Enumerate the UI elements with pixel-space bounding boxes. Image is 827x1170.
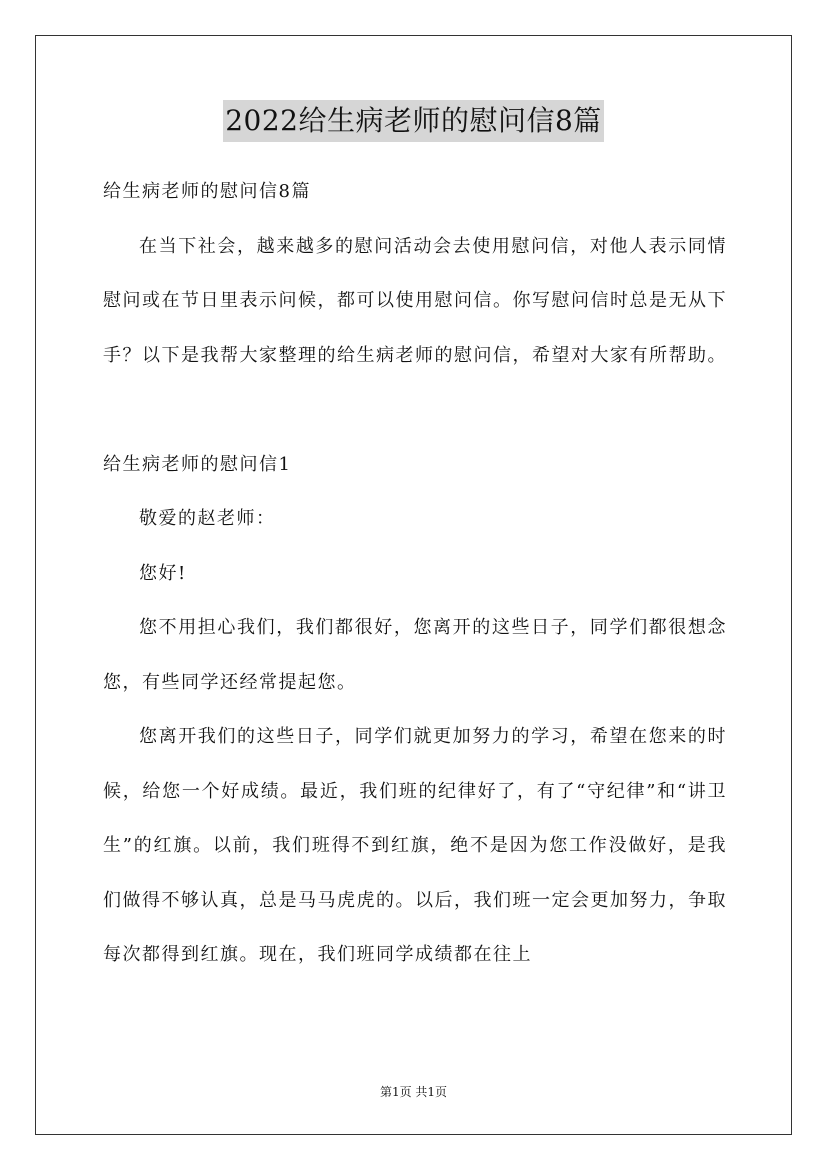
title-container [0, 100, 827, 142]
section-heading: 给生病老师的慰问信1 [103, 453, 292, 475]
blank-line [103, 383, 727, 438]
document-title: 2022给生病老师的慰问信8篇 [223, 100, 604, 142]
intro-paragraph: 在当下社会，越来越多的慰问活动会去使用慰问信，对他人表示同情慰问或在节日里表示问候，都可以使用慰问信。你写慰问信时总是无从下手？以下是我帮大家整理的给生病老师的慰问信，希望对大家有所帮助。 [103, 235, 727, 366]
greeting: 您好! [139, 562, 187, 584]
body-paragraph: 您不用担心我们，我们都很好，您离开的这些日子，同学们都很想念您，有些同学还经常提起您。 [103, 617, 727, 693]
salutation: 敬爱的赵老师： [139, 508, 276, 529]
body-paragraph: 您离开我们的这些日子，同学们就更加努力的学习，希望在您来的时候，给您一个好成绩。最近，我们班的纪律好了，有了“守纪律”和“讲卫生”的红旗。以前，我们班得不到红旗，绝不是因为您工作没做好，是我们做得不够认真，总是马马虎虎的。以后，我们班一定会更加努力，争取每次都得到红旗。现在，我们班同学成绩都在往上 [103, 726, 727, 965]
document-body [103, 165, 727, 983]
subtitle-paragraph: 给生病老师的慰问信8篇 [103, 181, 311, 202]
page-footer: 第1页 共1页 [379, 1085, 448, 1099]
